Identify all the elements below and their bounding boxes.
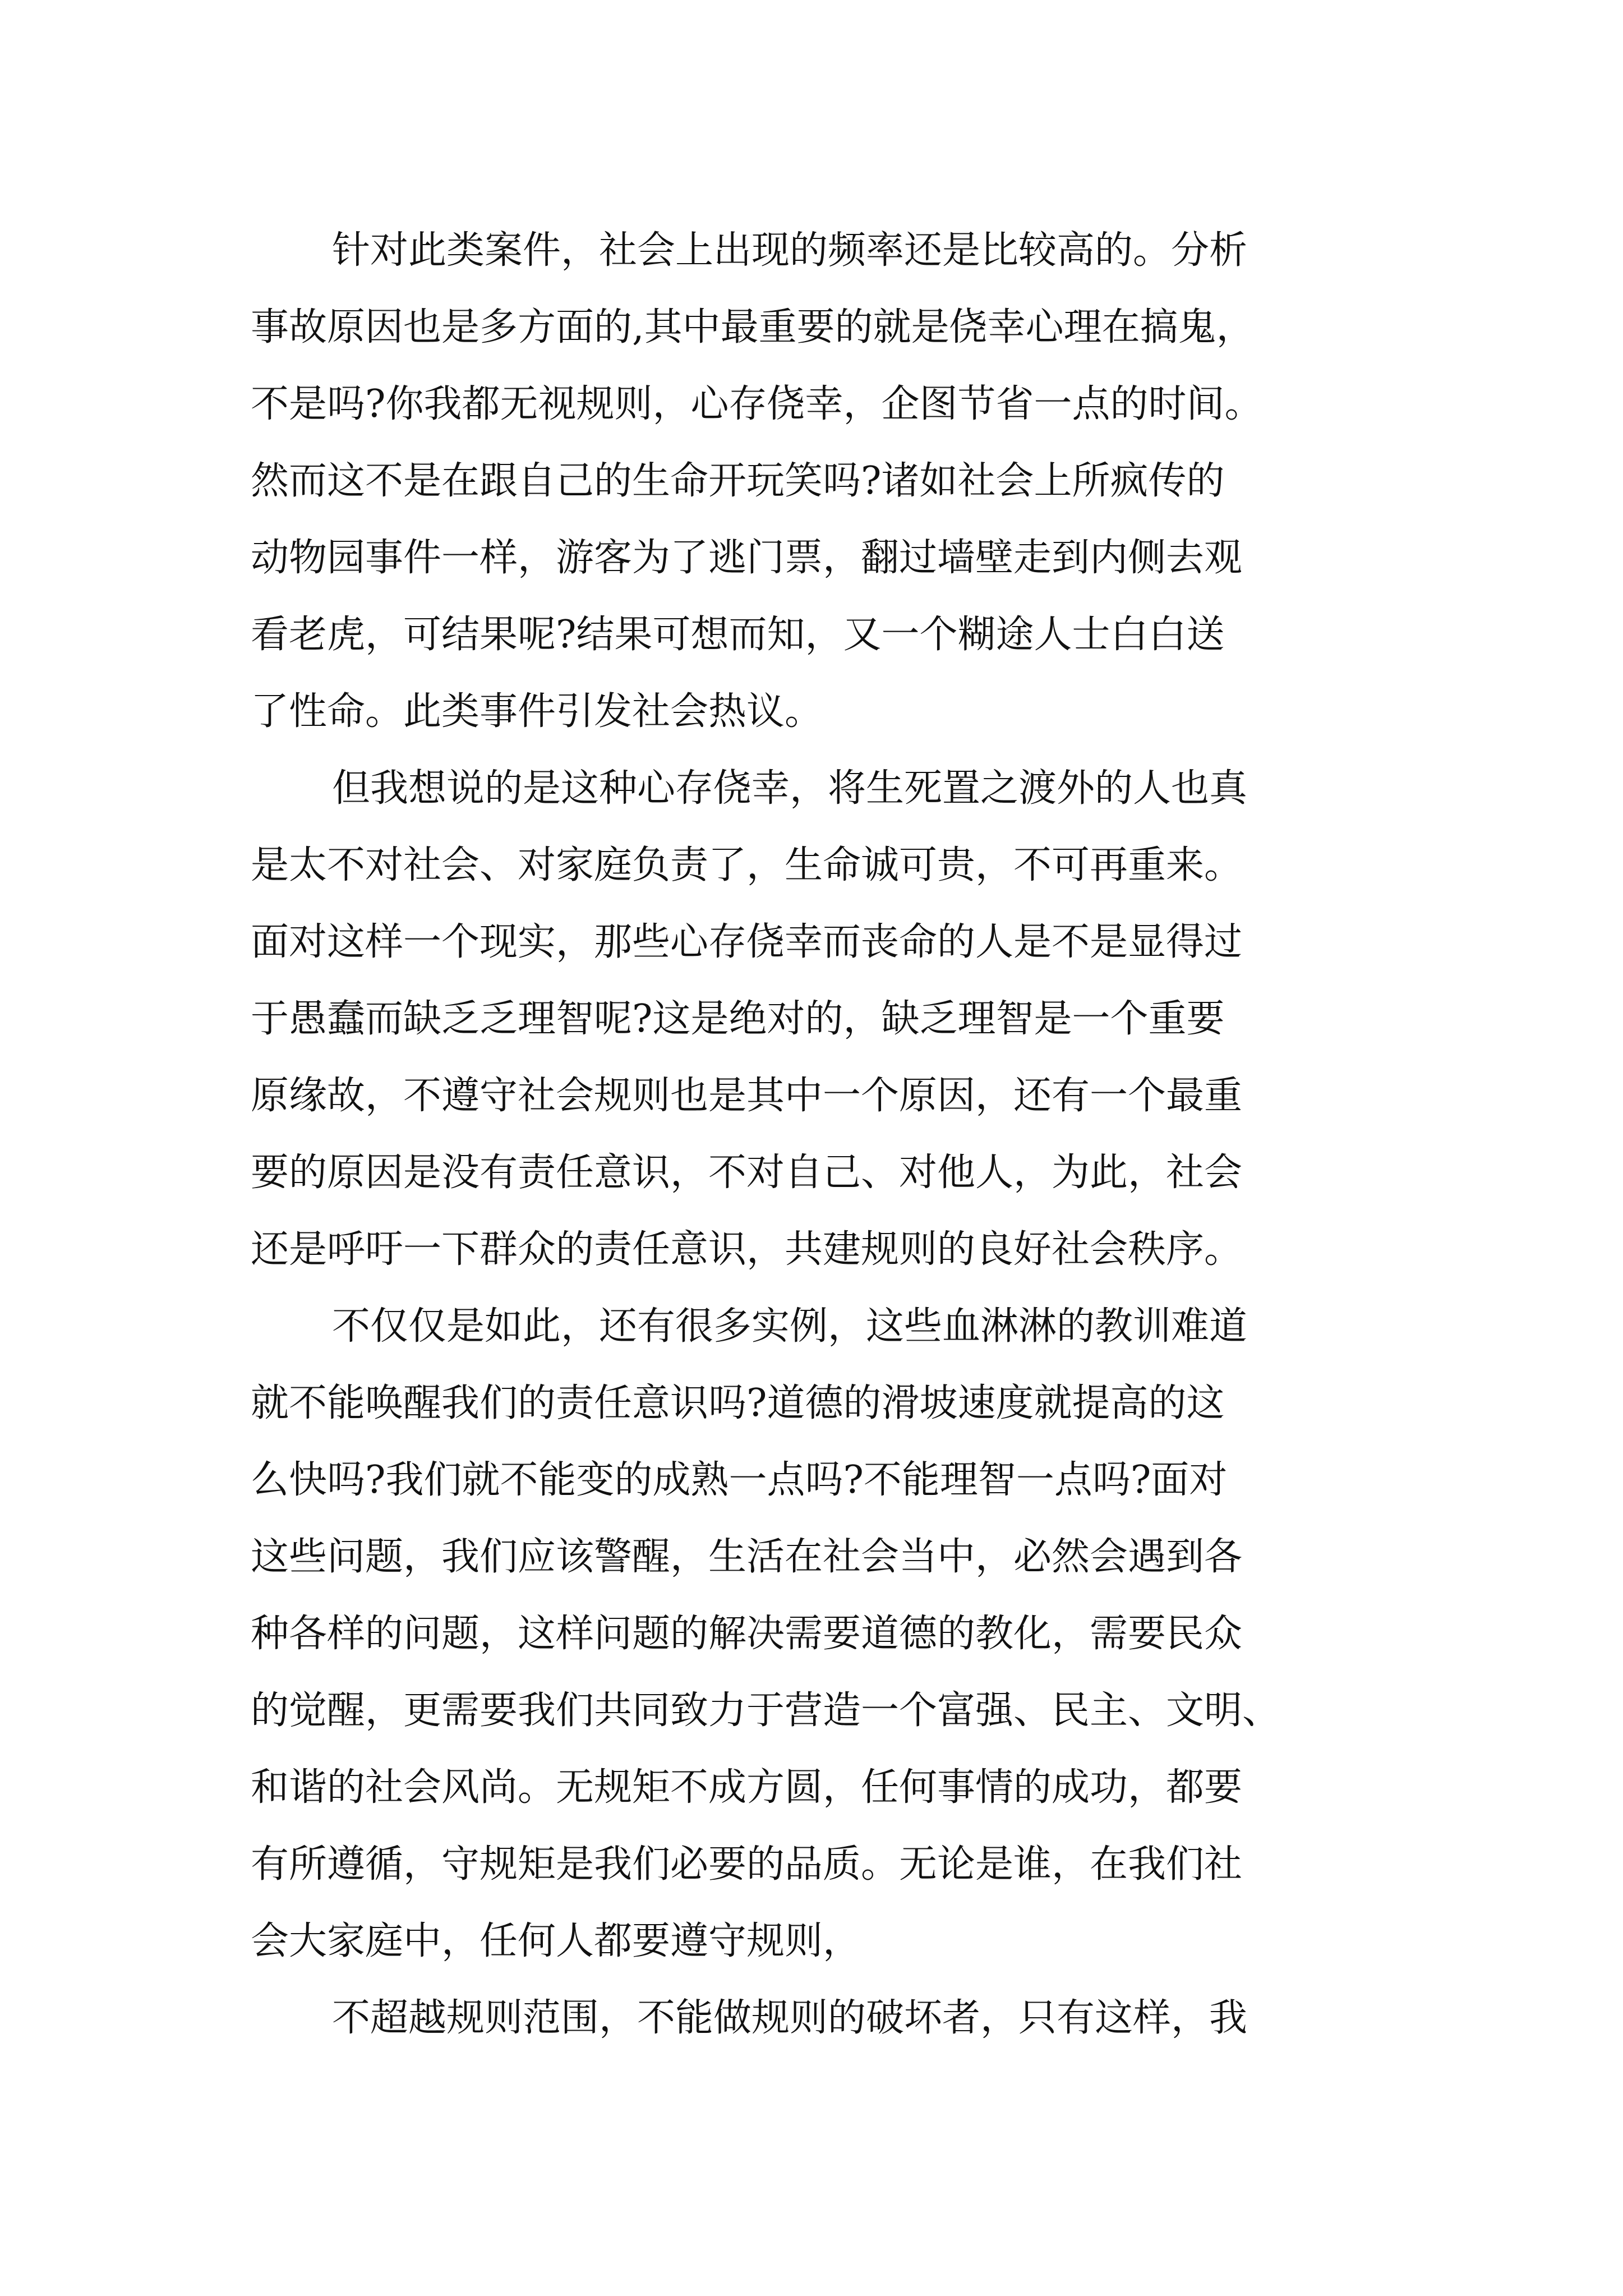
paragraph-2-line-1: 但我想说的是这种心存侥幸，将生死置之渡外的人也真 — [332, 766, 1248, 811]
document-body — [251, 212, 1426, 2056]
paragraph-1-line-5: 动物园事件一样，游客为了逃门票，翻过墙壁走到内侧去观 — [251, 536, 1243, 580]
paragraph-3-line-3: 么快吗?我们就不能变的成熟一点吗?不能理智一点吗?面对 — [251, 1458, 1228, 1502]
paragraph-3-line-7: 和谐的社会风尚。无规矩不成方圆，任何事情的成功，都要 — [251, 1765, 1243, 1810]
paragraph-4-line-1: 不超越规则范围，不能做规则的破坏者，只有这样，我 — [332, 1996, 1248, 2040]
paragraph-1-line-3: 不是吗?你我都无视规则，心存侥幸，企图节省一点的时间。 — [251, 382, 1263, 426]
paragraph-3-line-1: 不仅仅是如此，还有很多实例，这些血淋淋的教训难道 — [332, 1304, 1248, 1349]
paragraph-2-line-3: 面对这样一个现实，那些心存侥幸而丧命的人是不是显得过 — [251, 920, 1243, 964]
paragraph-1-line-2: 事故原因也是多方面的,其中最重要的就是侥幸心理在搞鬼， — [251, 305, 1255, 349]
paragraph-3-line-8: 有所遵循，守规矩是我们必要的品质。无论是谁，在我们社 — [251, 1842, 1243, 1887]
paragraph-1-line-7: 了性命。此类事件引发社会热议。 — [251, 689, 823, 734]
paragraph-2-line-4: 于愚蠢而缺乏乏理智呢?这是绝对的，缺乏理智是一个重要 — [251, 997, 1225, 1041]
paragraph-3-line-2: 就不能唤醒我们的责任意识吗?道德的滑坡速度就提高的这 — [251, 1381, 1225, 1425]
paragraph-3-line-6: 的觉醒，更需要我们共同致力于营造一个富强、民主、文明、 — [251, 1688, 1281, 1733]
paragraph-1-line-1: 针对此类案件，社会上出现的频率还是比较高的。分析 — [332, 228, 1248, 273]
paragraph-1-line-4: 然而这不是在跟自己的生命开玩笑吗?诸如社会上所疯传的 — [251, 459, 1225, 503]
paragraph-2-line-6: 要的原因是没有责任意识，不对自己、对他人，为此，社会 — [251, 1151, 1243, 1195]
paragraph-2-line-5: 原缘故，不遵守社会规则也是其中一个原因，还有一个最重 — [251, 1074, 1243, 1118]
paragraph-1-line-6: 看老虎，可结果呢?结果可想而知，又一个糊途人士白白送 — [251, 613, 1225, 657]
paragraph-3-line-9: 会大家庭中，任何人都要遵守规则， — [251, 1919, 861, 1963]
paragraph-2-line-7: 还是呼吁一下群众的责任意识，共建规则的良好社会秩序。 — [251, 1227, 1243, 1272]
paragraph-2-line-2: 是太不对社会、对家庭负责了，生命诚可贵，不可再重来。 — [251, 843, 1243, 887]
paragraph-3-line-5: 种各样的问题，这样问题的解决需要道德的教化，需要民众 — [251, 1612, 1243, 1656]
paragraph-3-line-4: 这些问题，我们应该警醒，生活在社会当中，必然会遇到各 — [251, 1535, 1243, 1579]
